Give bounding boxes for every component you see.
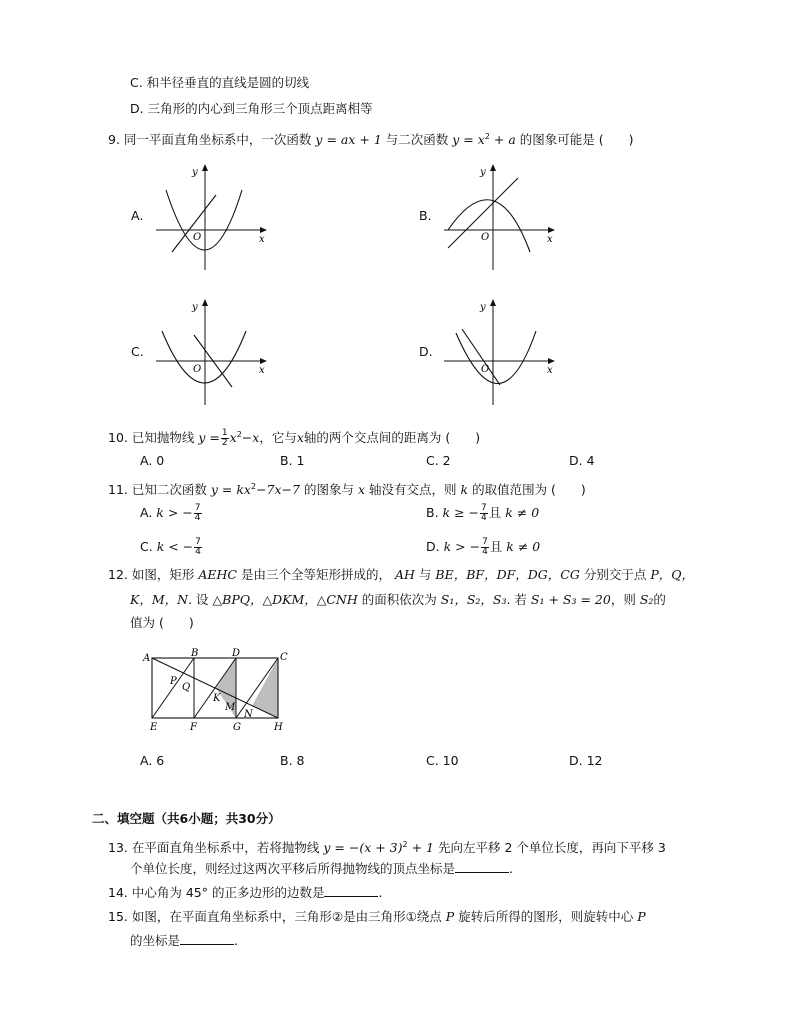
q12-line-2: K，M，N. 设 △BPQ，△DKM，△CNH 的面积依次为 S₁，S₂，S₃. 若 S₁ + S₃ = 20，则 S₂的 xyxy=(130,592,666,607)
point-label-m: M xyxy=(225,702,236,713)
axis-label-x: x xyxy=(547,365,553,376)
q11-expr: y = kx xyxy=(210,482,251,498)
q10-text-c: 轴的两个交点间的距离为 ( ) xyxy=(303,430,481,446)
q9-graph-a xyxy=(150,160,275,275)
point-label-k: K xyxy=(213,693,221,704)
q13-line-1: 13. 在平面直角坐标系中，若将抛物线 $y = -(x + 3)^2 + 1$ 先向左平移 2 个单位长度，再向下平移 3 xyxy=(108,840,666,856)
question-number: 13. xyxy=(108,840,128,856)
axis-label-y: y xyxy=(192,167,198,178)
origin-label: O xyxy=(481,364,490,375)
q9-expr1: y = ax + 1 xyxy=(315,132,382,148)
q9-expr2-tail: + a xyxy=(489,132,516,148)
q12-option-b: B. 8 xyxy=(280,753,305,768)
point-label-n: N xyxy=(244,709,253,720)
origin-label: O xyxy=(193,364,202,375)
q10-expr-sup: 2 xyxy=(236,430,242,439)
q11-expr-tail: −7x−7 xyxy=(256,482,300,498)
axis-label-x: x xyxy=(259,234,265,245)
origin-label: O xyxy=(193,232,202,243)
x-axis-arrow xyxy=(548,227,555,233)
fraction: $\frac{7}{4}$ xyxy=(481,503,487,523)
question-number: 15. xyxy=(108,909,128,924)
point-label-q: Q xyxy=(182,682,191,693)
fraction: $\frac{7}{4}$ xyxy=(482,537,488,557)
origin-label: O xyxy=(481,232,490,243)
y-axis-arrow xyxy=(490,164,496,171)
q9-graph-c xyxy=(150,295,275,410)
q9-graph-a-label: A. xyxy=(131,208,144,223)
q13-line-2: 个单位长度，则经过这两次平移后所得抛物线的顶点坐标是 . xyxy=(130,861,513,876)
q8-option-c: C. 和半径垂直的直线是圆的切线 xyxy=(130,75,310,90)
q10-stem xyxy=(108,426,480,448)
q9-expr2: y = x xyxy=(452,132,485,148)
question-number: 10. xyxy=(108,430,128,446)
fraction: $\frac{7}{4}$ xyxy=(194,503,201,523)
q9-text-c: 的图象可能是 ( ) xyxy=(519,132,634,148)
q9-graph-b-label: B. xyxy=(419,208,432,223)
q11-option-c: C. k < − $\frac{7}{4}$ xyxy=(140,537,201,557)
point-label-h: H xyxy=(274,722,283,733)
q9-expr2-sup: 2 xyxy=(484,132,490,141)
question-number: 14. xyxy=(108,885,128,900)
q9-graph-d-label: D. xyxy=(419,344,433,359)
q9-stem xyxy=(108,128,634,149)
q9-text-b: 与二次函数 xyxy=(385,132,449,148)
q12-line-3: 值为 ( ) xyxy=(130,615,194,630)
q9-text-a: 同一平面直角坐标系中，一次函数 xyxy=(123,132,312,148)
q12-option-c: C. 10 xyxy=(426,753,459,768)
q11-option-b: B. k ≥ − $\frac{7}{4}$ 且 k ≠ 0 xyxy=(426,503,540,523)
q10-option-b: B. 1 xyxy=(280,453,305,468)
fraction: $\frac{7}{4}$ xyxy=(195,537,201,557)
answer-blank[interactable] xyxy=(180,932,234,945)
q9-graph-b xyxy=(438,160,563,275)
question-number: 9. xyxy=(108,132,120,148)
parabola xyxy=(456,331,536,384)
point-label-a: A xyxy=(143,653,151,664)
q11-expr-sup: 2 xyxy=(250,482,257,491)
q10-option-a: A. 0 xyxy=(140,453,165,468)
point-label-b: B xyxy=(191,648,199,659)
q8-option-d: D. 三角形的内心到三角形三个顶点距离相等 xyxy=(130,101,373,116)
q11-option-a: A. k > − $\frac{7}{4}$ xyxy=(140,503,201,523)
q15-line-1: 15. 如图，在平面直角坐标系中，三角形②是由三角形①绕点 P 旋转后所得的图形，则旋转中心 P xyxy=(108,909,646,924)
q10-expr-pre: y = xyxy=(198,430,220,446)
q11-text-c: 轴没有交点，则 xyxy=(369,482,457,498)
q11-var-k: k xyxy=(460,482,469,498)
q11-option-d: D. k > − $\frac{7}{4}$ 且 k ≠ 0 xyxy=(426,537,541,557)
point-label-e: E xyxy=(150,722,158,733)
axis-label-x: x xyxy=(547,234,553,245)
x-axis-arrow xyxy=(260,227,267,233)
q10-expr-post: x xyxy=(229,430,237,446)
axis-label-y: y xyxy=(480,167,486,178)
q10-text-a: 已知抛物线 xyxy=(131,430,195,446)
point-label-g: G xyxy=(233,722,241,733)
parabola xyxy=(162,331,246,383)
q11-text-a: 已知二次函数 xyxy=(131,482,207,498)
q14-stem: 14. 中心角为 45° 的正多边形的边数是 . xyxy=(108,885,383,900)
q12-rectangle-figure xyxy=(140,648,300,738)
y-axis-arrow xyxy=(202,164,208,171)
q10-text-b: ，它与 xyxy=(259,430,297,446)
y-axis-arrow xyxy=(202,299,208,306)
x-axis-arrow xyxy=(260,358,267,364)
answer-blank[interactable] xyxy=(455,860,509,873)
point-label-d: D xyxy=(232,648,241,659)
q9-graph-c-label: C. xyxy=(131,344,144,359)
q11-var-x: x xyxy=(357,482,366,498)
shaded-triangle-cnh xyxy=(252,658,278,718)
point-label-f: F xyxy=(190,722,197,733)
q10-option-d: D. 4 xyxy=(569,453,595,468)
q12-option-a: A. 6 xyxy=(140,753,165,768)
q12-option-d: D. 12 xyxy=(569,753,603,768)
axis-label-y: y xyxy=(480,302,486,313)
q10-expr-tail: −x xyxy=(241,430,260,446)
q11-stem xyxy=(108,478,586,499)
q10-var-x: x xyxy=(296,430,304,446)
q11-text-d: 的取值范围为 ( ) xyxy=(472,482,586,498)
q10-option-c: C. 2 xyxy=(426,453,451,468)
section-title: 二、填空题（共6小题；共30分） xyxy=(92,811,281,826)
x-axis-arrow xyxy=(548,358,555,364)
y-axis-arrow xyxy=(490,299,496,306)
q11-text-b: 的图象与 xyxy=(303,482,354,498)
q9-graph-d xyxy=(438,295,563,410)
point-label-p: P xyxy=(170,676,177,687)
question-number: 11. xyxy=(108,482,128,498)
answer-blank[interactable] xyxy=(324,884,378,897)
q12-line-1: 12. 如图，矩形 AEHC 是由三个全等矩形拼成的， AH 与 BE，BF，DF，DG，CG 分别交于点 P，Q， xyxy=(108,567,694,582)
axis-label-x: x xyxy=(259,365,265,376)
q10-fraction: $\frac{1}{2}$ xyxy=(221,428,228,449)
point-label-c: C xyxy=(280,652,288,663)
axis-label-y: y xyxy=(192,302,198,313)
q15-line-2: 的坐标是 . xyxy=(130,933,238,948)
parabola xyxy=(166,190,242,250)
question-number: 12. xyxy=(108,567,128,582)
